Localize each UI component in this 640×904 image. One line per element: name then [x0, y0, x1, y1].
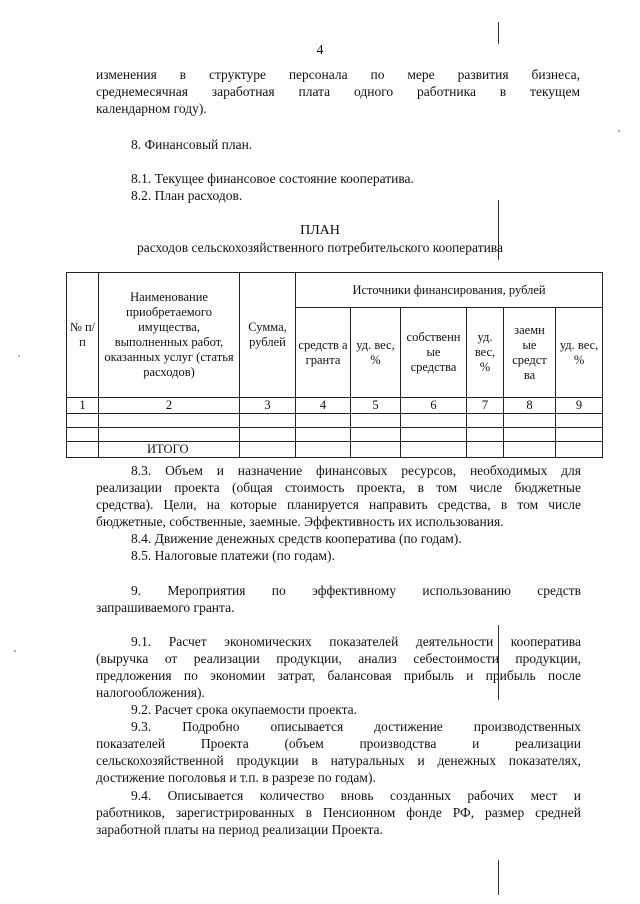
table-row	[67, 414, 603, 428]
column-number: 5	[351, 398, 401, 414]
heading-line: 9. Мероприятия по эффективному использованию средств	[131, 583, 581, 598]
header-funding-sources: Источники финансирования, рублей	[296, 273, 603, 308]
paragraph-line: достижение поголовья и т.п. в разрезе по годам).	[96, 770, 376, 785]
header-share-percent: уд. вес, %	[556, 308, 603, 398]
scan-speck	[14, 650, 16, 652]
heading-line: запрашиваемого гранта.	[96, 600, 235, 615]
column-number: 2	[99, 398, 240, 414]
paragraph-line: работников, зарегистрированных в Пенсионном фонде РФ, размер средней	[96, 805, 581, 820]
intro-line: среднемесячная заработная плата одного работника в текущем	[96, 84, 580, 99]
column-number: 8	[504, 398, 556, 414]
paragraph-line: реализации проекта (общая стоимость проекта, в том числе бюджетные	[96, 480, 581, 495]
paragraph-9-2: 9.2. Расчет срока окупаемости проекта.	[131, 702, 358, 717]
paragraph-line: показателей Проекта (объем производства и реализации	[96, 736, 581, 751]
section-8-1: 8.1. Текущее финансовое состояние кооператива.	[131, 171, 414, 186]
column-number: 6	[401, 398, 467, 414]
header-share-percent: уд. вес, %	[351, 308, 401, 398]
column-number: 9	[556, 398, 603, 414]
header-item-name: Наименование приобретаемого имущества, выполненных работ, оказанных услуг (статья расходов)	[99, 273, 240, 398]
column-number: 3	[240, 398, 296, 414]
intro-line: календарном году).	[96, 101, 207, 116]
paragraph-line: заработной платы на период реализации Проекта.	[96, 822, 383, 837]
column-number: 7	[467, 398, 504, 414]
paragraph-line: предложения по экономии затрат, балансовая прибыль и прибыль после	[96, 668, 581, 683]
table-row	[67, 428, 603, 442]
paragraph-line: средства). Цели, на которые планируется направить средства, в том числе	[96, 497, 581, 512]
page-number: 4	[316, 43, 324, 58]
scan-speck	[618, 130, 620, 132]
paragraph-line: (выручка от реализации продукции, анализ себестоимости продукции,	[96, 651, 581, 666]
total-row	[67, 442, 603, 458]
column-number: 4	[296, 398, 351, 414]
header-own-funds: собственн ые средства	[401, 308, 467, 398]
scan-artifact-line	[498, 22, 499, 44]
header-borrowed-funds: заемн ые средст ва	[504, 308, 556, 398]
section-8-2: 8.2. План расходов.	[131, 188, 243, 203]
paragraph-line: сельскохозяйственной продукции в натуральных и денежных показателях,	[96, 753, 581, 768]
column-number-row	[67, 398, 603, 414]
header-number: № п/п	[67, 273, 99, 398]
paragraph-8-5: 8.5. Налоговые платежи (по годам).	[131, 548, 335, 563]
section-8-heading: 8. Финансовый план.	[131, 137, 253, 152]
expense-plan-table	[66, 272, 603, 458]
total-label: ИТОГО	[99, 442, 240, 458]
paragraph-8-4: 8.4. Движение денежных средств кооператива (по годам).	[131, 531, 462, 546]
paragraph-line: бюджетные, собственные, заемные. Эффективность их использования.	[96, 514, 504, 529]
header-share-percent: уд. вес, %	[467, 308, 504, 398]
plan-title: ПЛАН	[300, 223, 340, 238]
paragraph-line: налогообложения).	[96, 685, 205, 700]
column-number: 1	[67, 398, 99, 414]
plan-subtitle: расходов сельскохозяйственного потребительского кооператива	[136, 240, 504, 255]
paragraph-line: 8.3. Объем и назначение финансовых ресурсов, необходимых для	[131, 463, 581, 478]
intro-line: изменения в структуре персонала по мере развития бизнеса,	[96, 67, 580, 82]
header-grant-funds: средств а гранта	[296, 308, 351, 398]
scan-artifact-line	[498, 860, 499, 895]
scan-speck	[18, 355, 20, 357]
paragraph-line: 9.4. Описывается количество вновь созданных рабочих мест и	[131, 788, 581, 803]
paragraph-line: 9.1. Расчет экономических показателей деятельности кооператива	[131, 634, 581, 649]
header-sum: Сумма, рублей	[240, 273, 296, 398]
paragraph-line: 9.3. Подробно описывается достижение производственных	[131, 719, 581, 734]
